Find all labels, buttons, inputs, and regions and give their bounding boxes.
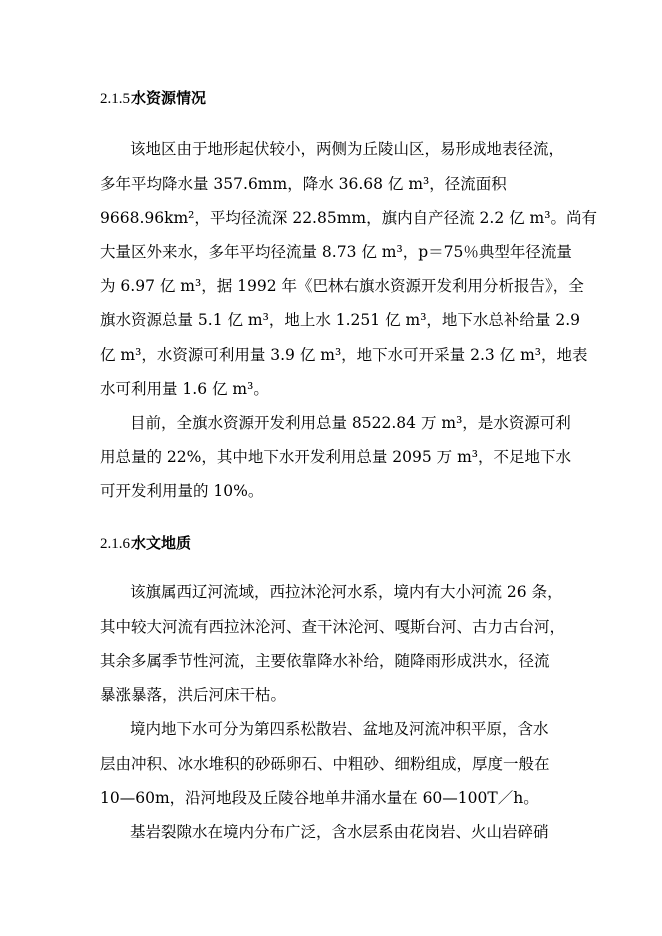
section-heading-2-1-5 — [100, 88, 206, 109]
text-line: 大量区外来水，多年平均径流量 8.73 亿 m³，p＝75％典型年径流量 — [100, 243, 572, 261]
text-line: 多年平均降水量 357.6mm，降水 36.68 亿 m³，径流面积 — [100, 175, 507, 193]
text-line: 9668.96km²，平均径流深 22.85mm，旗内自产径流 2.2 亿 m³。尚有 — [100, 209, 597, 227]
text-line: 境内地下水可分为第四系松散岩、盆地及河流冲积平原，含水 — [130, 720, 549, 738]
text-line: 亿 m³，水资源可利用量 3.9 亿 m³，地下水可开采量 2.3 亿 m³，地表 — [100, 346, 588, 364]
section-title: 水资源情况 — [131, 89, 207, 107]
text-line: 基岩裂隙水在境内分布广泛，含水层系由花岗岩、火山岩碎硝 — [130, 823, 549, 841]
text-line: 其中较大河流有西拉沐沦河、查干沐沦河、嘎斯台河、古力古台河， — [100, 618, 566, 636]
text-line: 为 6.97 亿 m³，据 1992 年《巴林右旗水资源开发利用分析报告》，全 — [100, 277, 584, 295]
text-line: 目前，全旗水资源开发利用总量 8522.84 万 m³，是水资源可利 — [130, 414, 571, 432]
text-line: 层由冲积、冰水堆积的砂砾卵石、中粗砂、细粉组成，厚度一般在 — [100, 755, 550, 773]
text-line: 暴涨暴落，洪后河床干枯。 — [100, 686, 287, 704]
text-line: 该地区由于地形起伏较小，两侧为丘陵山区，易形成地表径流， — [130, 140, 565, 158]
text-line: 可开发利用量的 10%。 — [100, 482, 264, 500]
section-number: 2.1.5 — [100, 91, 130, 107]
text-line: 用总量的 22%，其中地下水开发利用总量 2095 万 m³，不足地下水 — [100, 448, 572, 466]
section-number: 2.1.6 — [100, 536, 130, 552]
text-line: 水可利用量 1.6 亿 m³。 — [100, 380, 269, 398]
text-line: 旗水资源总量 5.1 亿 m³，地上水 1.251 亿 m³，地下水总补给量 2.9 — [100, 311, 580, 329]
text-line: 其余多属季节性河流，主要依靠降水补给，随降雨形成洪水，径流 — [100, 652, 550, 670]
text-line: 该旗属西辽河流域，西拉沐沦河水系，境内有大小河流 26 条， — [130, 583, 563, 601]
text-line: 10—60m，沿河地段及丘陵谷地单井涌水量在 60—100T／h。 — [100, 789, 539, 807]
section-title: 水文地质 — [131, 534, 192, 552]
section-heading-2-1-6 — [100, 533, 191, 554]
